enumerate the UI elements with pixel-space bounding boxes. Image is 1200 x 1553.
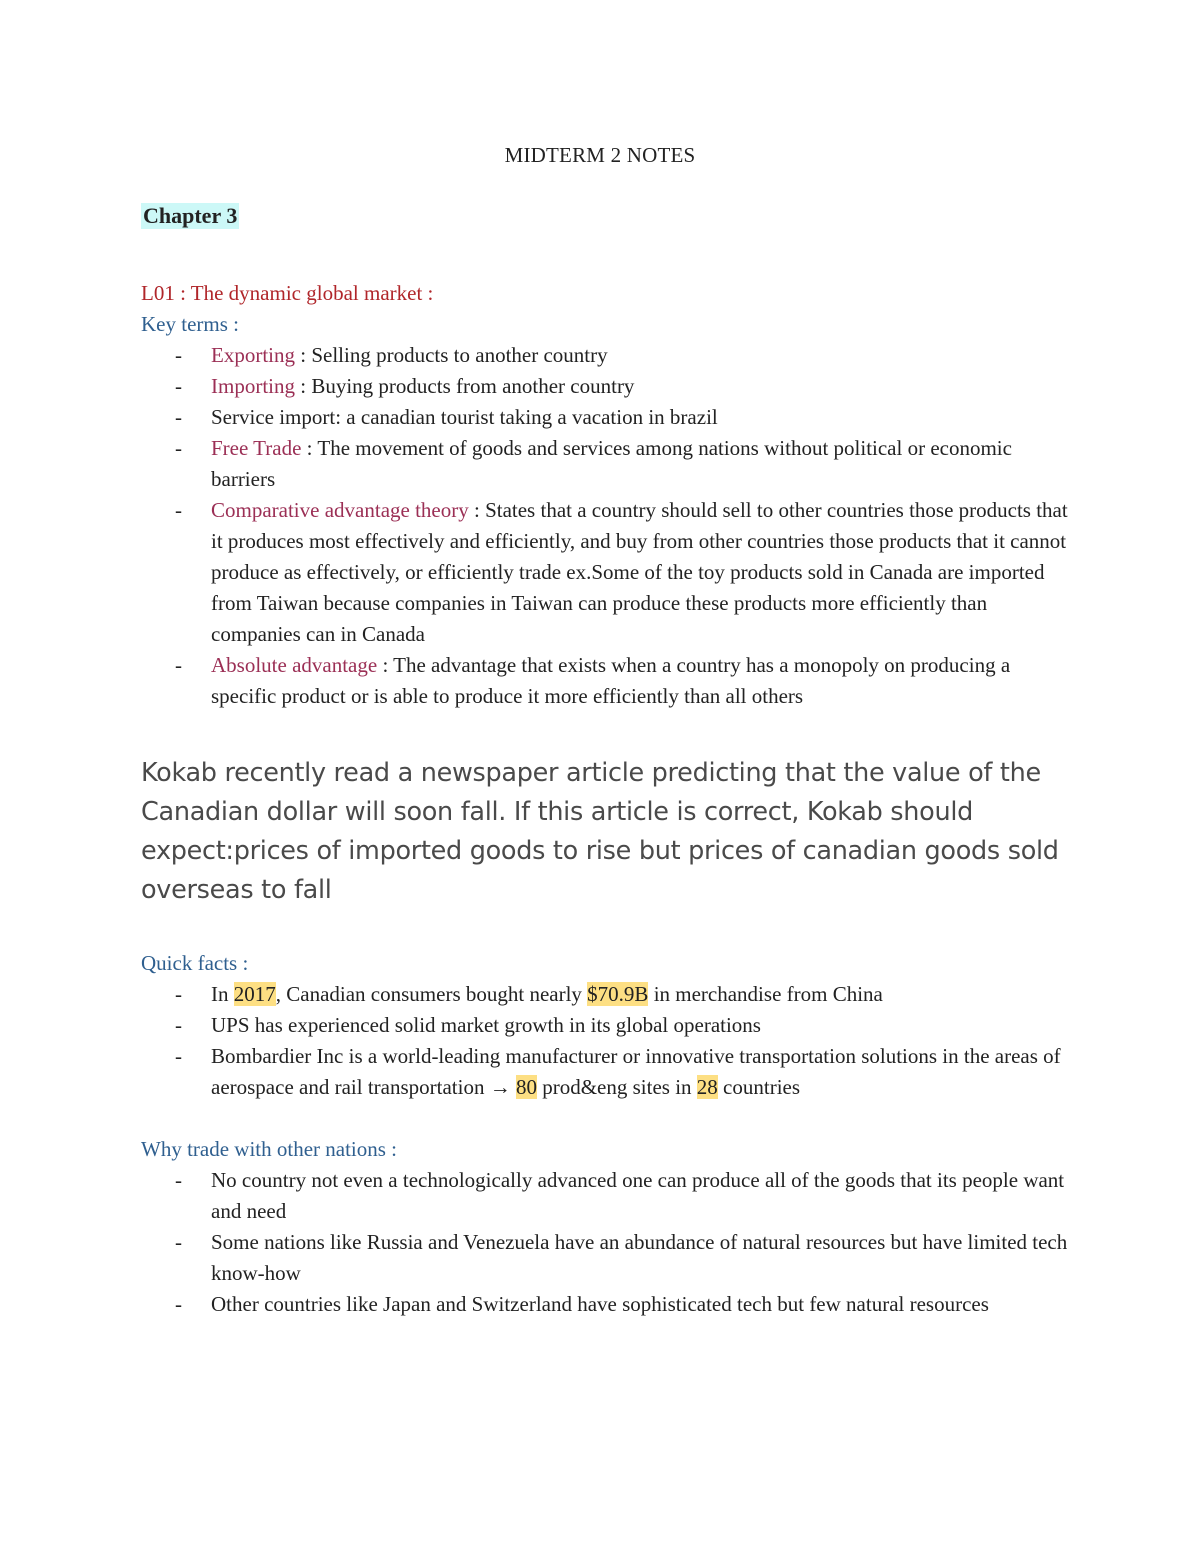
term-label: Absolute advantage <box>211 653 378 677</box>
dash-bullet: - <box>175 405 182 429</box>
quick-facts-section <box>141 948 1071 1103</box>
key-terms-list <box>141 340 1071 712</box>
quick-facts-label: Quick facts : <box>141 951 249 975</box>
why-trade-section <box>141 1134 1071 1320</box>
reason-text: Some nations like Russia and Venezuela have an abundance of natural resources but have limited tech know-how <box>211 1230 1068 1285</box>
term-label: Comparative advantage theory <box>211 498 469 522</box>
dash-bullet: - <box>175 343 182 367</box>
fact-text: In <box>211 982 234 1006</box>
term-definition: Service import: a canadian tourist taking a vacation in brazil <box>211 405 718 429</box>
list-item <box>141 1010 1071 1041</box>
dash-bullet: - <box>175 1013 182 1037</box>
highlighted-year: 2017 <box>233 982 276 1006</box>
list-item <box>141 650 1071 712</box>
highlighted-countries: 28 <box>696 1075 718 1099</box>
list-item <box>141 1165 1071 1227</box>
page-title: MIDTERM 2 NOTES <box>504 143 696 167</box>
term-definition: : Selling products to another country <box>295 343 608 367</box>
highlighted-sites: 80 <box>515 1075 537 1099</box>
why-trade-label: Why trade with other nations : <box>141 1137 398 1161</box>
dash-bullet: - <box>175 1168 182 1192</box>
fact-text: in merchandise from China <box>648 982 883 1006</box>
dash-bullet: - <box>175 498 182 522</box>
reason-text: No country not even a technologically advanced one can produce all of the goods that its people want and need <box>211 1168 1065 1223</box>
dash-bullet: - <box>175 1044 182 1068</box>
fact-text: , Canadian consumers bought nearly <box>275 982 588 1006</box>
dash-bullet: - <box>175 436 182 460</box>
list-item <box>141 495 1071 650</box>
reason-text: Other countries like Japan and Switzerland have sophisticated tech but few natural resources <box>211 1292 989 1316</box>
list-item <box>141 433 1071 495</box>
fact-text: countries <box>717 1075 801 1099</box>
list-item <box>141 1289 1071 1320</box>
list-item <box>141 1041 1071 1103</box>
list-item <box>141 371 1071 402</box>
fact-text: prod&eng sites in <box>536 1075 697 1099</box>
question-paragraph: Kokab recently read a newspaper article predicting that the value of the Canadian dollar will soon fall. If this article is correct, Kokab should expect:prices of imported goods to rise but prices of canadian goods sold overseas to fall <box>141 758 1059 905</box>
term-definition: : The advantage that exists when a country has a monopoly on producing a specific product or is able to produce it more efficiently than all others <box>211 653 1011 708</box>
fact-text: Bombardier Inc is a world-leading manufacturer or innovative transportation solutions in the areas of aerospace and rail transportation → <box>211 1044 1061 1099</box>
list-item <box>141 340 1071 371</box>
chapter-heading: Chapter 3 <box>143 203 238 228</box>
dash-bullet: - <box>175 653 182 677</box>
list-item <box>141 402 1071 433</box>
dash-bullet: - <box>175 1292 182 1316</box>
dash-bullet: - <box>175 1230 182 1254</box>
why-trade-list <box>141 1165 1071 1320</box>
dash-bullet: - <box>175 982 182 1006</box>
list-item <box>141 1227 1071 1289</box>
lo1-heading: L01 : The dynamic global market : <box>141 281 434 305</box>
term-definition: : States that a country should sell to other countries those products that it produces most effectively and efficiently, and buy from other countries those products that it cannot produce as effectively, or efficiently trade ex.Some of the toy products sold in Canada are imported from Taiwan because companies in Taiwan can produce these products more efficiently than companies can in Canada <box>211 498 1068 646</box>
term-label: Importing <box>211 374 295 398</box>
term-definition: : Buying products from another country <box>295 374 635 398</box>
list-item <box>141 979 1071 1010</box>
lo1-section <box>141 278 1071 712</box>
fact-text: UPS has experienced solid market growth in its global operations <box>211 1013 761 1037</box>
term-definition: : The movement of goods and services among nations without political or economic barriers <box>211 436 1012 491</box>
dash-bullet: - <box>175 374 182 398</box>
quick-facts-list <box>141 979 1071 1103</box>
key-terms-label: Key terms : <box>141 312 239 336</box>
term-label: Free Trade <box>211 436 302 460</box>
highlighted-amount: $70.9B <box>587 982 649 1006</box>
term-label: Exporting <box>211 343 295 367</box>
